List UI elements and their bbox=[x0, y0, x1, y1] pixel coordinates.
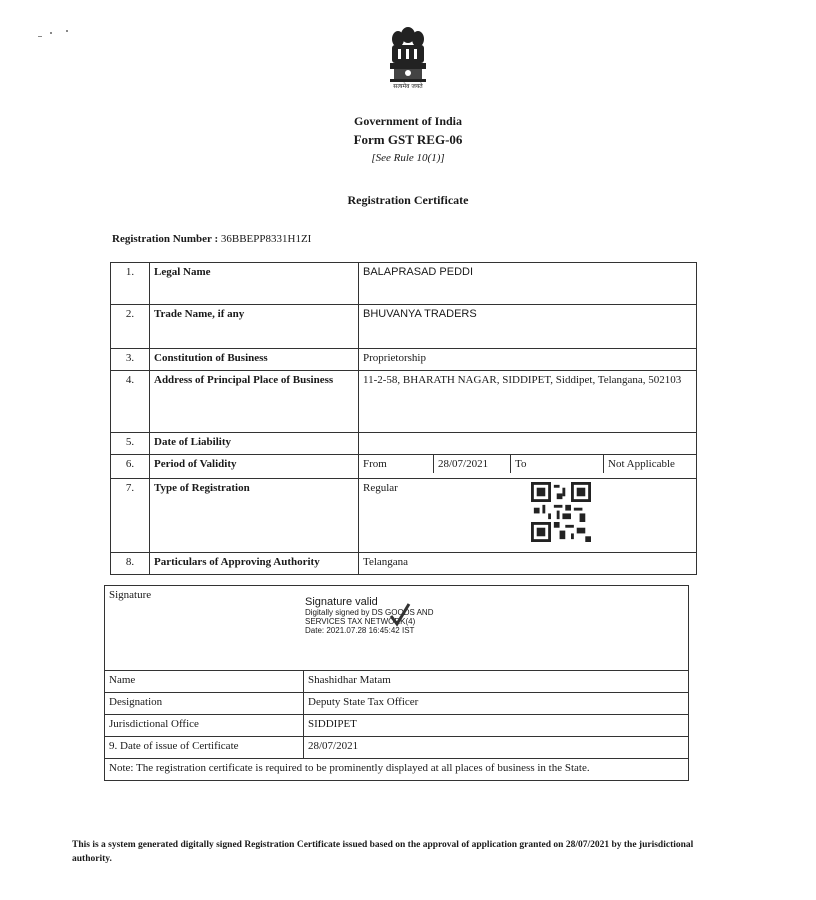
qr-code-icon bbox=[530, 482, 592, 542]
row-value: Regular bbox=[363, 482, 398, 494]
row-number: 1. bbox=[111, 263, 150, 305]
row-number: 5. bbox=[111, 433, 150, 455]
row-label: Particulars of Approving Authority bbox=[150, 553, 359, 575]
signature-line-1: Digitally signed by DS GOODS AND bbox=[305, 608, 434, 617]
officer-value: Shashidhar Matam bbox=[304, 671, 689, 693]
table-row bbox=[111, 263, 697, 305]
row-value: BALAPRASAD PEDDI bbox=[359, 263, 697, 305]
officer-value: SIDDIPET bbox=[304, 715, 689, 737]
certificate-note: Note: The registration certificate is required to be prominently displayed at all places of business in the State. bbox=[105, 759, 689, 781]
signature-row bbox=[105, 586, 689, 671]
signature-line-3: Date: 2021.07.28 16:45:42 IST bbox=[305, 626, 415, 635]
form-title: Form GST REG-06 bbox=[353, 132, 463, 147]
row-label: Constitution of Business bbox=[150, 349, 359, 371]
signature-status: Signature valid bbox=[305, 596, 378, 608]
row-label: Type of Registration bbox=[150, 479, 359, 553]
row-label: Legal Name bbox=[150, 263, 359, 305]
signature-verified-tick-icon bbox=[387, 602, 411, 630]
officer-label: Name bbox=[105, 671, 304, 693]
table-row bbox=[105, 671, 689, 693]
table-row bbox=[111, 349, 697, 371]
rule-reference: [See Rule 10(1)] bbox=[371, 152, 445, 164]
system-generated-footer: This is a system generated digitally signed Registration Certificate issued based on the approval of application granted on 28/07/2021 by the jurisdictional authority. bbox=[72, 840, 694, 864]
certificate-title: Registration Certificate bbox=[347, 193, 469, 207]
digital-signature-block bbox=[305, 596, 434, 635]
validity-subtable bbox=[359, 455, 696, 473]
officer-label: Jurisdictional Office bbox=[105, 715, 304, 737]
officer-value: Deputy State Tax Officer bbox=[304, 693, 689, 715]
validity-to-label: To bbox=[511, 455, 604, 473]
officer-details-table bbox=[104, 585, 689, 781]
government-heading: Government of India bbox=[354, 114, 462, 128]
row-value: Telangana bbox=[359, 553, 697, 575]
row-value bbox=[359, 433, 697, 455]
table-row bbox=[111, 455, 697, 479]
row-label: Period of Validity bbox=[150, 455, 359, 479]
row-label: Address of Principal Place of Business bbox=[150, 371, 359, 433]
registration-details-table bbox=[110, 262, 697, 575]
row-number: 4. bbox=[111, 371, 150, 433]
row-label: Trade Name, if any bbox=[150, 305, 359, 349]
table-row bbox=[111, 305, 697, 349]
row-number: 8. bbox=[111, 553, 150, 575]
officer-label: 9. Date of issue of Certificate bbox=[105, 737, 304, 759]
registration-number-value: 36BBEPP8331H1ZI bbox=[220, 233, 312, 245]
registration-number-label: Registration Number : bbox=[112, 233, 219, 245]
table-row bbox=[105, 759, 689, 781]
officer-value: 28/07/2021 bbox=[304, 737, 689, 759]
signature-line-2: SERVICES TAX NETWORK(4) bbox=[305, 617, 416, 626]
scan-speck bbox=[50, 32, 52, 34]
row-number: 2. bbox=[111, 305, 150, 349]
row-value: 11-2-58, BHARATH NAGAR, SIDDIPET, Siddipet, Telangana, 502103 bbox=[359, 371, 697, 433]
emblem-motto: सत्यमेव जयते bbox=[393, 83, 423, 90]
validity-to-value: Not Applicable bbox=[608, 458, 675, 470]
table-row bbox=[111, 433, 697, 455]
validity-from-value: 28/07/2021 bbox=[434, 455, 511, 473]
row-number: 3. bbox=[111, 349, 150, 371]
signature-label: Signature bbox=[109, 589, 152, 601]
scan-speck bbox=[66, 30, 68, 32]
row-label: Date of Liability bbox=[150, 433, 359, 455]
row-value: Proprietorship bbox=[359, 349, 697, 371]
registration-number-line bbox=[112, 233, 311, 245]
table-row bbox=[105, 737, 689, 759]
validity-from-label: From bbox=[359, 455, 434, 473]
table-row bbox=[105, 693, 689, 715]
row-number: 6. bbox=[111, 455, 150, 479]
scan-speck bbox=[38, 36, 42, 37]
table-row bbox=[111, 553, 697, 575]
row-number: 7. bbox=[111, 479, 150, 553]
officer-label: Designation bbox=[105, 693, 304, 715]
row-value: BHUVANYA TRADERS bbox=[359, 305, 697, 349]
table-row bbox=[111, 479, 697, 553]
table-row bbox=[111, 371, 697, 433]
table-row bbox=[105, 715, 689, 737]
